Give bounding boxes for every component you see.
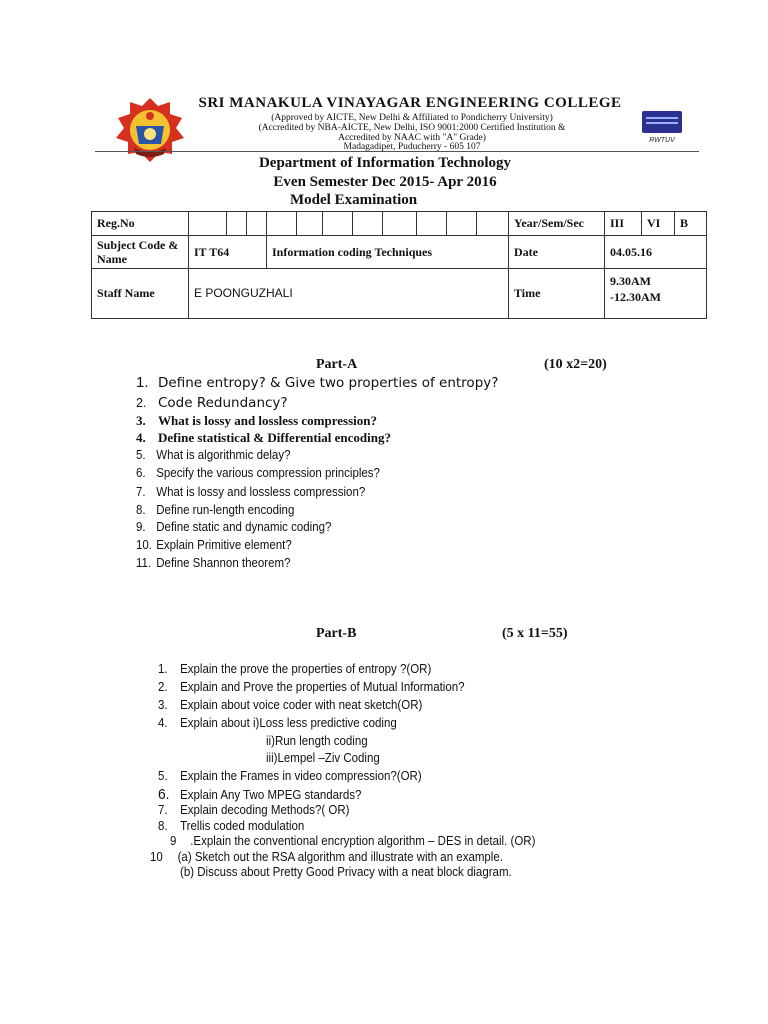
- question-subitem: [180, 865, 512, 879]
- regno-cell: [417, 212, 447, 236]
- subject-code: IT T64: [189, 236, 267, 269]
- question-number: 6.: [158, 786, 170, 803]
- semester-title: Even Semester Dec 2015- Apr 2016: [273, 174, 497, 190]
- question-item: [136, 413, 377, 429]
- naac-line: Accredited by NAAC with "A" Grade): [338, 133, 486, 143]
- regno-cell: [227, 212, 247, 236]
- question-text: Code Redundancy?: [158, 395, 288, 411]
- question-text: Define Shannon theorem?: [156, 556, 291, 570]
- table-row: [92, 236, 707, 269]
- certification-logo-text: RWTUV: [649, 137, 675, 144]
- question-item: [158, 786, 361, 803]
- part-a-marks: (10 x2=20): [544, 357, 607, 372]
- college-name: SRI MANAKULA VINAYAGAR ENGINEERING COLLEGE: [198, 95, 622, 111]
- question-item: [158, 819, 304, 833]
- regno-cell: [383, 212, 417, 236]
- time-value: [605, 269, 707, 319]
- question-text: Explain the prove the properties of entropy ?(OR): [180, 662, 432, 676]
- year-value: III: [605, 212, 642, 236]
- staff-name-text: E POONGUZHALI: [194, 286, 293, 300]
- regno-cell: [189, 212, 227, 236]
- regno-cell: [247, 212, 267, 236]
- question-number: 8.: [136, 503, 146, 517]
- question-number: 1.: [158, 662, 168, 676]
- question-text: .Explain the conventional encryption algorithm – DES in detail. (OR): [190, 834, 536, 848]
- question-item: [136, 485, 365, 499]
- part-b-marks: (5 x 11=55): [502, 626, 568, 641]
- regno-cell: [267, 212, 297, 236]
- question-number: 8.: [158, 819, 168, 833]
- subject-label: Subject Code & Name: [92, 236, 189, 269]
- question-number: 9: [170, 834, 177, 848]
- question-item: [136, 556, 291, 570]
- question-item: [170, 834, 535, 848]
- question-text: What is algorithmic delay?: [156, 448, 291, 462]
- question-text: Specify the various compression principles?: [156, 466, 380, 480]
- time-label: Time: [509, 269, 605, 319]
- question-text: Explain about i)Loss less predictive coding: [180, 716, 397, 730]
- question-number: 1.: [136, 374, 149, 391]
- year-sem-sec-label: Year/Sem/Sec: [509, 212, 605, 236]
- question-item: [158, 803, 349, 817]
- question-number: 2.: [158, 680, 168, 694]
- date-label: Date: [509, 236, 605, 269]
- question-text: Define statistical & Differential encoding?: [158, 430, 391, 445]
- question-item: [158, 662, 431, 676]
- regno-cell: [477, 212, 509, 236]
- question-number: 10: [150, 850, 163, 864]
- question-text: Define static and dynamic coding?: [156, 520, 332, 534]
- question-item: [136, 538, 292, 552]
- certification-logo: [642, 111, 682, 144]
- question-text: Define entropy? & Give two properties of entropy?: [158, 375, 499, 391]
- question-item: [158, 698, 422, 712]
- question-number: 9.: [136, 520, 146, 534]
- question-subitem: [266, 734, 368, 748]
- regno-cell: [323, 212, 353, 236]
- question-number: 3.: [136, 413, 146, 428]
- question-item: [136, 430, 391, 446]
- question-text: iii)Lempel –Ziv Coding: [266, 751, 380, 765]
- question-text: Explain about voice coder with neat sketch(OR): [180, 698, 423, 712]
- question-number: 5.: [136, 448, 146, 462]
- question-item: [150, 850, 503, 864]
- regno-cell: [447, 212, 477, 236]
- question-item: [158, 716, 397, 730]
- part-a-heading: Part-A: [316, 357, 358, 372]
- department-title: Department of Information Technology: [258, 155, 512, 171]
- question-item: [136, 374, 498, 391]
- sem-value: VI: [642, 212, 675, 236]
- college-logo: [114, 96, 186, 164]
- sec-value: B: [675, 212, 707, 236]
- regno-cell: [297, 212, 323, 236]
- header-divider: [95, 151, 699, 152]
- question-text: Define run-length encoding: [156, 503, 295, 517]
- regno-cell: [353, 212, 383, 236]
- question-item: [136, 448, 290, 462]
- staff-label: Staff Name: [92, 269, 189, 319]
- question-number: 11.: [136, 556, 152, 570]
- question-number: 7.: [158, 803, 168, 817]
- exam-title: Model Examination: [290, 192, 418, 208]
- table-row: [92, 269, 707, 319]
- question-text: Explain Primitive element?: [156, 538, 292, 552]
- question-text: Explain Any Two MPEG standards?: [180, 788, 362, 802]
- question-item: [136, 503, 294, 517]
- question-text: What is lossy and lossless compression?: [158, 413, 377, 428]
- staff-name: [189, 269, 509, 319]
- table-row: [92, 212, 707, 236]
- question-number: 5.: [158, 769, 168, 783]
- question-text: Explain and Prove the properties of Mutual Information?: [180, 680, 465, 694]
- question-item: [136, 395, 288, 411]
- question-text: Explain decoding Methods?( OR): [180, 803, 350, 817]
- question-number: 10.: [136, 538, 152, 552]
- question-number: 4.: [158, 716, 168, 730]
- question-number: 4.: [136, 430, 146, 445]
- question-subitem: [266, 751, 380, 765]
- question-item: [158, 680, 465, 694]
- accreditation-line: (Accredited by NBA-AICTE, New Delhi, ISO 9001:2000 Certified Institution &: [258, 123, 566, 133]
- question-number: 3.: [158, 698, 168, 712]
- subject-name: Information coding Techniques: [267, 236, 509, 269]
- question-number: 7.: [136, 485, 146, 499]
- time-end: -12.30AM: [610, 290, 661, 304]
- time-start: 9.30AM: [610, 274, 651, 288]
- question-item: [136, 466, 380, 480]
- part-b-heading: Part-B: [316, 626, 357, 641]
- date-value: 04.05.16: [605, 236, 707, 269]
- address-line: Madagadipet, Puducherry - 605 107: [343, 142, 481, 152]
- question-text: ii)Run length coding: [266, 734, 368, 748]
- question-number: 6.: [136, 466, 146, 480]
- affiliation-line: (Approved by AICTE, New Delhi & Affiliated to Pondicherry University): [271, 113, 553, 123]
- question-item: [136, 520, 331, 534]
- question-text: What is lossy and lossless compression?: [156, 485, 366, 499]
- question-text: Trellis coded modulation: [180, 819, 305, 833]
- question-text: Explain the Frames in video compression?(OR): [180, 769, 422, 783]
- question-number: 2.: [136, 396, 147, 410]
- question-text: (b) Discuss about Pretty Good Privacy with a neat block diagram.: [180, 865, 512, 879]
- regno-label: Reg.No: [92, 212, 189, 236]
- exam-info-table: [91, 211, 707, 319]
- question-item: [158, 769, 422, 783]
- question-text: (a) Sketch out the RSA algorithm and illustrate with an example.: [177, 850, 503, 864]
